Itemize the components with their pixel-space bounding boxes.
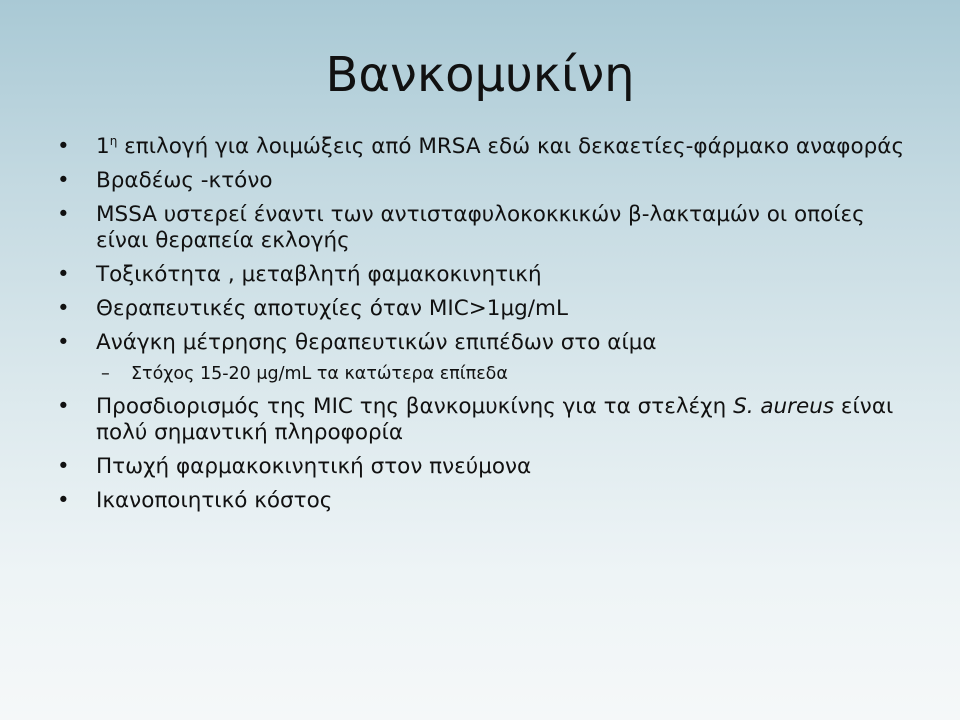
bullet-text: MSSA υστερεί έναντι των αντισταφυλοκοκκικών β-λακταμών οι οποίες είναι θεραπεία εκλογής (96, 202, 865, 253)
bullet-marker: • (57, 394, 70, 419)
slide-title: Βανκομυκίνη (325, 47, 635, 103)
bullet-item (54, 202, 914, 254)
bullet-text-superscript: η (109, 133, 118, 148)
bullet-marker: • (57, 488, 70, 513)
bullet-text-body: επιλογή για λοιμώξεις από MRSA εδώ και δεκαετίες-φάρμακο αναφοράς (117, 134, 905, 159)
sub-bullet-item (54, 362, 914, 386)
bullet-list (54, 134, 914, 522)
bullet-marker: • (57, 134, 70, 159)
bullet-text-italic: S. aureus (733, 394, 835, 419)
bullet-marker: • (57, 296, 70, 321)
bullet-text: Βραδέως -κτόνο (96, 168, 273, 193)
bullet-text: Ικανοποιητικό κόστος (96, 488, 333, 513)
sub-bullet-text: Στόχος 15-20 μg/mL τα κατώτερα επίπεδα (131, 364, 508, 384)
bullet-item (54, 168, 914, 194)
bullet-marker: • (57, 262, 70, 287)
bullet-text: Πτωχή φαρμακοκινητική στον πνεύμονα (96, 454, 532, 479)
sub-bullet-marker: – (101, 364, 110, 384)
bullet-text: Τοξικότητα , μεταβλητή φαμακοκινητική (96, 262, 542, 287)
bullet-marker: • (57, 168, 70, 193)
bullet-text: Ανάγκη μέτρησης θεραπευτικών επιπέδων στο αίμα (96, 330, 657, 355)
bullet-item (54, 454, 914, 480)
bullet-text-ordinal: 1 (96, 134, 110, 159)
bullet-marker: • (57, 454, 70, 479)
bullet-marker: • (57, 202, 70, 227)
bullet-text (96, 134, 904, 159)
bullet-text: Θεραπευτικές αποτυχίες όταν MIC>1μg/mL (96, 296, 568, 321)
bullet-text (96, 394, 893, 445)
bullet-item (54, 394, 914, 446)
bullet-marker: • (57, 330, 70, 355)
bullet-item (54, 488, 914, 514)
bullet-text-tail: είναι πολύ σημαντική πληροφορία (96, 394, 894, 445)
bullet-item (54, 296, 914, 322)
bullet-text-body: Προσδιορισμός της MIC της βανκομυκίνης για τα στελέχη (96, 394, 734, 419)
bullet-item (54, 134, 914, 160)
bullet-item (54, 330, 914, 356)
bullet-item (54, 262, 914, 288)
